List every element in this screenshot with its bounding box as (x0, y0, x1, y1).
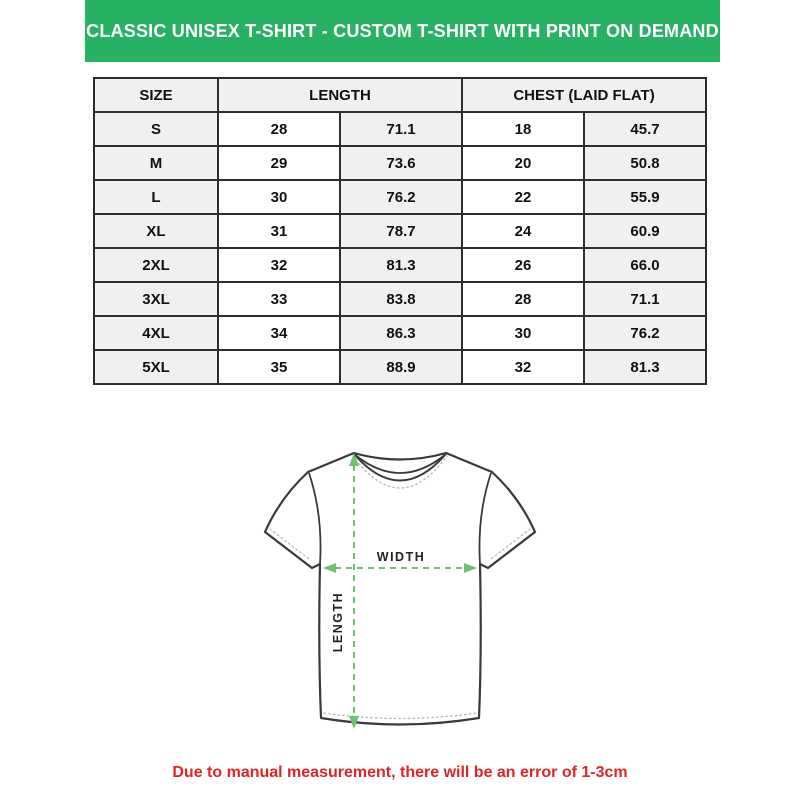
tshirt-measurement-diagram (250, 440, 550, 740)
length-in-cell: 35 (218, 350, 340, 384)
length-cm-cell: 71.1 (340, 112, 462, 146)
length-in-cell: 31 (218, 214, 340, 248)
title-banner (85, 0, 720, 62)
table-header-row (94, 78, 706, 112)
col-header-size: SIZE (94, 78, 218, 112)
tshirt-diagram-svg (250, 440, 550, 740)
chest-cm-cell: 76.2 (584, 316, 706, 350)
size-cell: S (94, 112, 218, 146)
table-row (94, 214, 706, 248)
chest-in-cell: 24 (462, 214, 584, 248)
table-row (94, 350, 706, 384)
table-row (94, 180, 706, 214)
table-row (94, 146, 706, 180)
col-header-chest: CHEST (LAID FLAT) (462, 78, 706, 112)
length-cm-cell: 73.6 (340, 146, 462, 180)
length-cm-cell: 88.9 (340, 350, 462, 384)
chest-in-cell: 32 (462, 350, 584, 384)
size-chart-table (93, 77, 707, 385)
chest-in-cell: 30 (462, 316, 584, 350)
measurement-note: Due to manual measurement, there will be an error of 1-3cm (172, 764, 628, 781)
length-cm-cell: 81.3 (340, 248, 462, 282)
length-cm-cell: 76.2 (340, 180, 462, 214)
size-cell: L (94, 180, 218, 214)
chest-cm-cell: 71.1 (584, 282, 706, 316)
size-cell: 2XL (94, 248, 218, 282)
table-row (94, 112, 706, 146)
length-in-cell: 29 (218, 146, 340, 180)
chest-in-cell: 22 (462, 180, 584, 214)
chest-cm-cell: 45.7 (584, 112, 706, 146)
length-in-cell: 30 (218, 180, 340, 214)
length-cm-cell: 83.8 (340, 282, 462, 316)
length-cm-cell: 78.7 (340, 214, 462, 248)
length-in-cell: 32 (218, 248, 340, 282)
size-cell: M (94, 146, 218, 180)
chest-in-cell: 18 (462, 112, 584, 146)
table-row (94, 248, 706, 282)
length-in-cell: 33 (218, 282, 340, 316)
size-cell: 5XL (94, 350, 218, 384)
col-header-length: LENGTH (218, 78, 462, 112)
size-cell: 3XL (94, 282, 218, 316)
chest-cm-cell: 50.8 (584, 146, 706, 180)
table-row (94, 316, 706, 350)
chest-in-cell: 20 (462, 146, 584, 180)
chest-cm-cell: 66.0 (584, 248, 706, 282)
chest-cm-cell: 81.3 (584, 350, 706, 384)
table-row (94, 282, 706, 316)
length-in-cell: 28 (218, 112, 340, 146)
chest-cm-cell: 60.9 (584, 214, 706, 248)
size-cell: XL (94, 214, 218, 248)
chest-in-cell: 26 (462, 248, 584, 282)
chest-in-cell: 28 (462, 282, 584, 316)
tshirt-outline (265, 453, 535, 725)
size-cell: 4XL (94, 316, 218, 350)
chest-cm-cell: 55.9 (584, 180, 706, 214)
length-cm-cell: 86.3 (340, 316, 462, 350)
page-title: CLASSIC UNISEX T-SHIRT - CUSTOM T-SHIRT WITH PRINT ON DEMAND (86, 20, 719, 41)
width-label: WIDTH (376, 550, 426, 564)
length-label: LENGTH (331, 591, 345, 653)
length-in-cell: 34 (218, 316, 340, 350)
